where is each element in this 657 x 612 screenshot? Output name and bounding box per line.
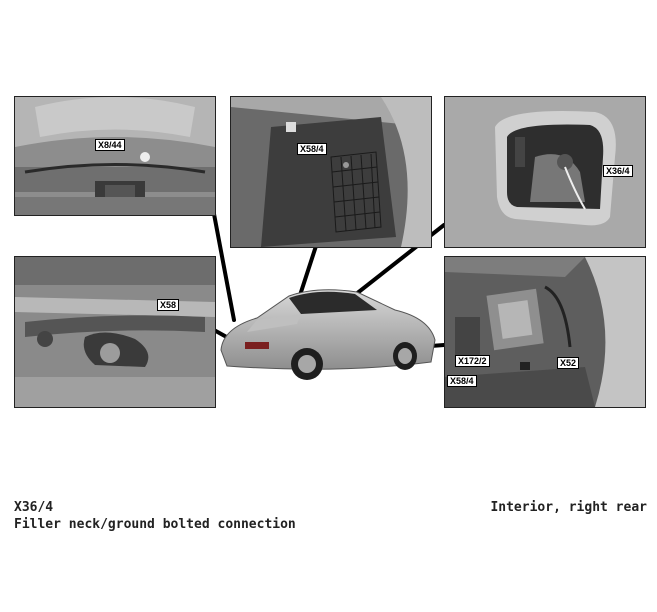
photo-underbody-hitch xyxy=(14,256,216,408)
car-illustration xyxy=(217,280,439,390)
photo-trunk-lid-underside xyxy=(14,96,216,216)
callout-x8-44: X8/44 xyxy=(95,139,125,151)
photo-filler-neck xyxy=(444,96,646,248)
caption-component-code: X36/4 xyxy=(14,500,54,515)
callout-x52: X52 xyxy=(557,357,579,369)
caption-component-description: Filler neck/ground bolted connection xyxy=(14,517,296,532)
callout-x172-2: X172/2 xyxy=(455,355,490,367)
callout-x58: X58 xyxy=(157,299,179,311)
photo-trunk-interior-left xyxy=(230,96,432,248)
photo-interior-right-rear xyxy=(444,256,646,408)
callout-x58-4-interior: X58/4 xyxy=(447,375,477,387)
callout-x36-4: X36/4 xyxy=(603,165,633,177)
caption-location: Interior, right rear xyxy=(490,500,647,515)
callout-x58-4-top: X58/4 xyxy=(297,143,327,155)
